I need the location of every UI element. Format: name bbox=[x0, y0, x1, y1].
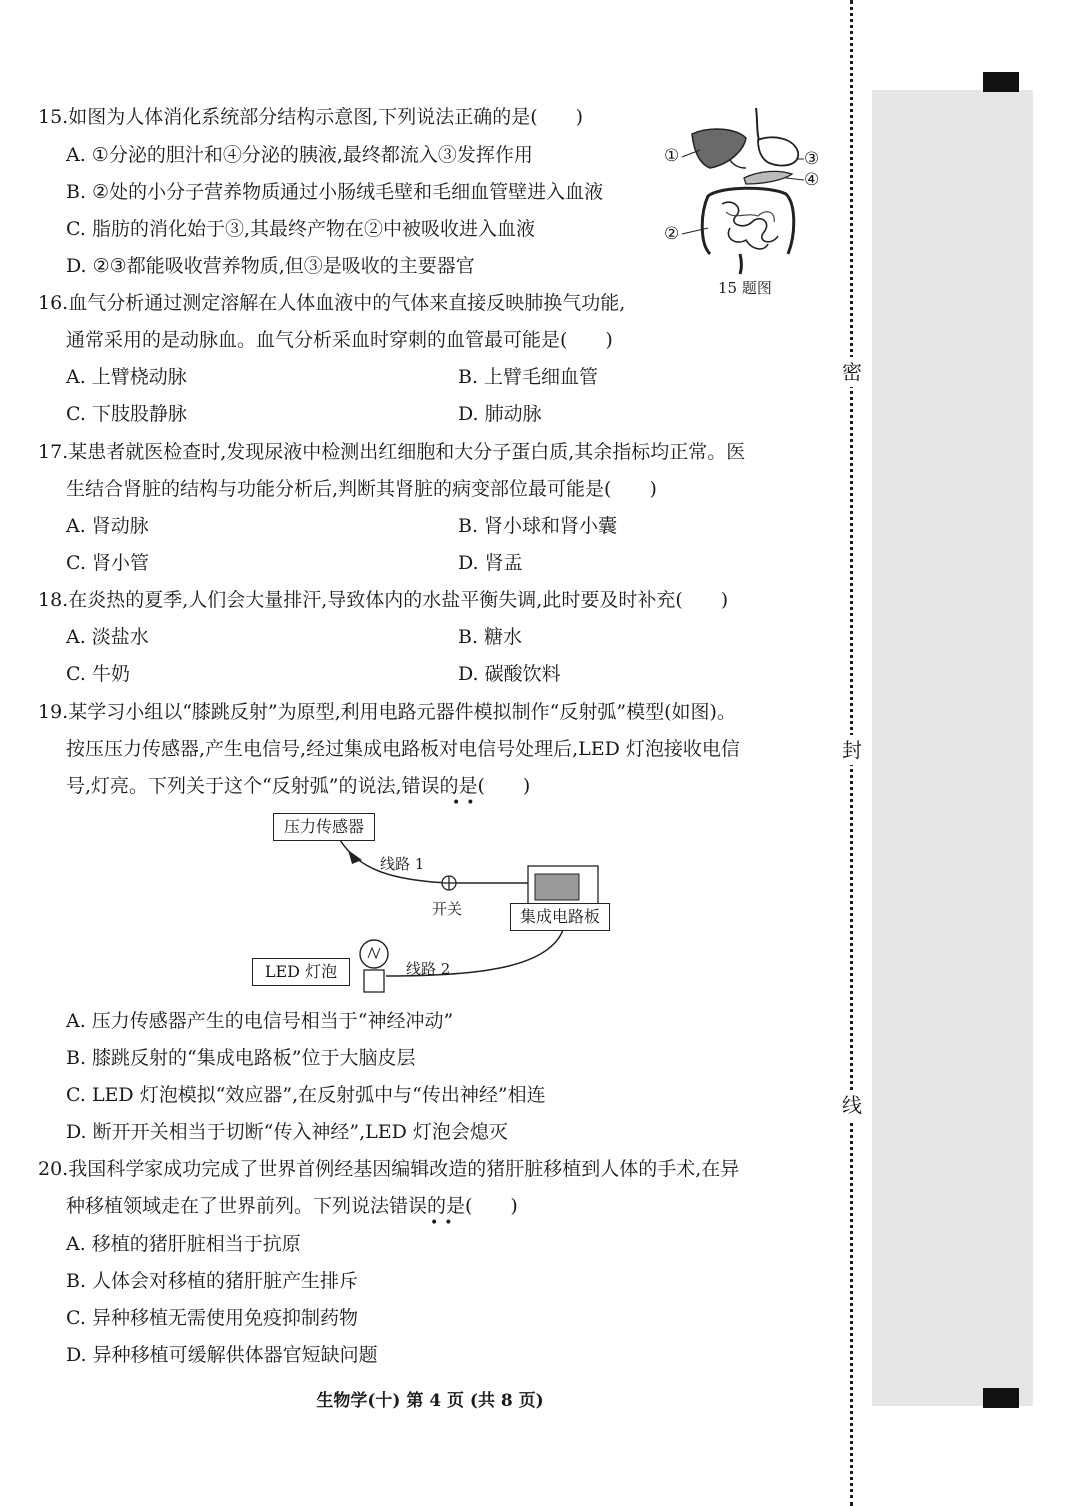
q17-stem-line1: 17.某患者就医检查时,发现尿液中检测出红细胞和大分子蛋白质,其余指标均正常。医 bbox=[38, 441, 746, 463]
q17-option-b: B. 肾小球和肾小囊 bbox=[458, 515, 618, 537]
q15-option-a: A. ①分泌的胆汁和④分泌的胰液,最终都流入③发挥作用 bbox=[66, 144, 533, 166]
q18-option-a: A. 淡盐水 bbox=[66, 626, 149, 648]
q15-option-b: B. ②处的小分子营养物质通过小肠绒毛壁和毛细血管壁进入血液 bbox=[66, 181, 604, 203]
q20-option-d: D. 异种移植可缓解供体器官短缺问题 bbox=[66, 1344, 378, 1366]
q16-option-d: D. 肺动脉 bbox=[458, 403, 542, 425]
seal-mark-xian: 线 bbox=[838, 1090, 866, 1120]
digestive-system-figure bbox=[660, 104, 830, 276]
q15-figure-caption: 15 题图 bbox=[718, 279, 772, 297]
figure-label-3: ③ bbox=[804, 149, 820, 169]
q18-stem: 18.在炎热的夏季,人们会大量排汗,导致体内的水盐平衡失调,此时要及时补充( ) bbox=[38, 589, 729, 611]
page-footer: 生物学(十) 第 4 页 (共 8 页) bbox=[316, 1391, 544, 1411]
q20-emphasis-dots: •• bbox=[430, 1215, 459, 1231]
line1-label: 线路 1 bbox=[380, 855, 425, 873]
q15-option-d: D. ②③都能吸收营养物质,但③是吸收的主要器官 bbox=[66, 255, 475, 277]
q20-option-c: C. 异种移植无需使用免疫抑制药物 bbox=[66, 1307, 358, 1329]
q16-option-a: A. 上臂桡动脉 bbox=[66, 366, 187, 388]
q19-emphasis-dots: •• bbox=[452, 795, 481, 811]
q18-option-c: C. 牛奶 bbox=[66, 663, 130, 685]
q17-option-a: A. 肾动脉 bbox=[66, 515, 149, 537]
q17-stem-line2: 生结合肾脏的结构与功能分析后,判断其肾脏的病变部位最可能是( ) bbox=[66, 478, 657, 500]
led-bulb-box: LED 灯泡 bbox=[252, 958, 350, 986]
registration-mark-top bbox=[983, 72, 1019, 92]
seal-mark-feng: 封 bbox=[838, 735, 866, 765]
registration-mark-bottom bbox=[983, 1388, 1019, 1408]
q17-option-d: D. 肾盂 bbox=[458, 552, 523, 574]
seal-mark-mi: 密 bbox=[838, 357, 866, 387]
q16-stem-line2: 通常采用的是动脉血。血气分析采血时穿刺的血管最可能是( ) bbox=[66, 329, 613, 351]
figure-label-4: ④ bbox=[804, 170, 820, 190]
q19-option-d: D. 断开开关相当于切断“传入神经”,LED 灯泡会熄灭 bbox=[66, 1121, 508, 1143]
q20-stem-line2: 种移植领域走在了世界前列。下列说法错误的是( ) bbox=[66, 1195, 518, 1217]
q18-option-d: D. 碳酸饮料 bbox=[458, 663, 561, 685]
q19-stem-line3: 号,灯亮。下列关于这个“反射弧”的说法,错误的是( ) bbox=[66, 775, 531, 797]
answer-margin-panel bbox=[872, 90, 1033, 1406]
q15-option-c: C. 脂肪的消化始于③,其最终产物在②中被吸收进入血液 bbox=[66, 218, 535, 240]
figure-label-2: ② bbox=[664, 224, 680, 244]
sensor-box: 压力传感器 bbox=[273, 813, 375, 841]
q20-option-a: A. 移植的猪肝脏相当于抗原 bbox=[66, 1233, 301, 1255]
q19-option-c: C. LED 灯泡模拟“效应器”,在反射弧中与“传出神经”相连 bbox=[66, 1084, 546, 1106]
q18-option-b: B. 糖水 bbox=[458, 626, 523, 648]
q16-option-b: B. 上臂毛细血管 bbox=[458, 366, 599, 388]
q19-option-b: B. 膝跳反射的“集成电路板”位于大脑皮层 bbox=[66, 1047, 416, 1069]
line2-label: 线路 2 bbox=[406, 960, 451, 978]
switch-label: 开关 bbox=[432, 900, 463, 918]
circuit-board-box: 集成电路板 bbox=[510, 903, 610, 931]
q20-option-b: B. 人体会对移植的猪肝脏产生排斥 bbox=[66, 1270, 359, 1292]
q19-stem-line1: 19.某学习小组以“膝跳反射”为原型,利用电路元器件模拟制作“反射弧”模型(如图)。 bbox=[38, 701, 736, 723]
q20-stem-line1: 20.我国科学家成功完成了世界首例经基因编辑改造的猪肝脏移植到人体的手术,在异 bbox=[38, 1158, 740, 1180]
q19-stem-line2: 按压压力传感器,产生电信号,经过集成电路板对电信号处理后,LED 灯泡接收电信 bbox=[66, 738, 740, 760]
q17-option-c: C. 肾小管 bbox=[66, 552, 149, 574]
q19-option-a: A. 压力传感器产生的电信号相当于“神经冲动” bbox=[66, 1010, 454, 1032]
q16-stem-line1: 16.血气分析通过测定溶解在人体血液中的气体来直接反映肺换气功能, bbox=[38, 292, 626, 314]
q16-option-c: C. 下肢股静脉 bbox=[66, 403, 187, 425]
figure-label-1: ① bbox=[664, 146, 680, 166]
q15-stem: 15.如图为人体消化系统部分结构示意图,下列说法正确的是( ) bbox=[38, 106, 584, 128]
